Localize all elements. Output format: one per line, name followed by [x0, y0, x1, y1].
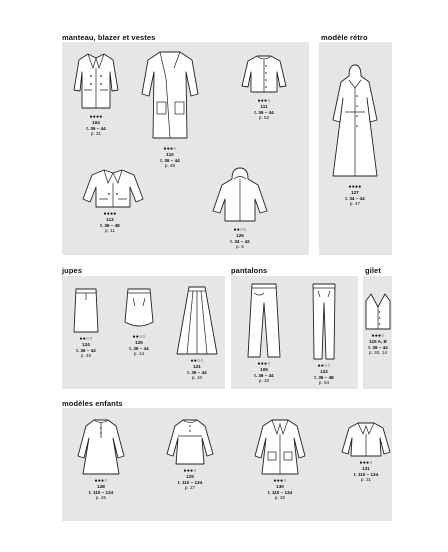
difficulty-rating: ●●●○ — [371, 333, 385, 339]
page-ref: p. 54 — [318, 380, 330, 385]
pattern-number: 124 — [82, 342, 90, 347]
pattern-item-127[interactable] — [325, 62, 385, 207]
size-range: t. 110 – 134 — [177, 479, 203, 485]
section-heading-skirts: jupes — [62, 266, 83, 275]
pattern-item-125[interactable] — [109, 286, 169, 357]
section-heading-vest: gilet — [365, 266, 381, 275]
pattern-item-126[interactable] — [210, 165, 270, 250]
pattern-item-131[interactable] — [336, 420, 396, 483]
pattern-item-105[interactable] — [234, 281, 294, 384]
pattern-item-128[interactable] — [71, 416, 131, 501]
page-ref: p. 52 — [258, 115, 270, 120]
girls-blouse-drawing-icon — [164, 416, 216, 468]
difficulty-rating: ●●●○ — [163, 146, 177, 152]
page-ref: p. 10 — [191, 375, 203, 380]
slim-trousers-drawing-icon — [306, 281, 342, 363]
pattern-item-122[interactable] — [294, 281, 354, 386]
size-range: t. 36 – 48 — [100, 222, 120, 228]
difficulty-rating: ●●●○ — [359, 460, 373, 466]
page-ref: p. 11 — [105, 228, 115, 233]
kids-coat-drawing-icon — [252, 416, 308, 478]
size-range: t. 36 – 44 — [368, 344, 388, 350]
pattern-number: 128 — [97, 484, 105, 489]
difficulty-rating: ●●●○ — [94, 478, 108, 484]
page-ref: p. 33 — [258, 378, 270, 383]
pattern-number: 105 — [260, 367, 268, 372]
size-range: t. 110 – 134 — [88, 489, 114, 495]
size-range: t. 36 – 48 — [314, 374, 334, 380]
pattern-number: 121 — [193, 364, 201, 369]
difficulty-rating: ●●○○ — [233, 227, 247, 233]
blazer-drawing-icon — [80, 167, 146, 211]
girls-dress-drawing-icon — [75, 416, 127, 478]
page-ref: p. 31 — [90, 131, 102, 136]
pattern-number: 115 A, B — [369, 339, 387, 344]
size-range: t. 110 – 134 — [353, 471, 379, 477]
kids-jacket-drawing-icon — [339, 420, 393, 460]
page-ref: p. 31 — [360, 477, 372, 482]
section-heading-retro: modèle rétro — [321, 33, 368, 42]
pattern-item-111[interactable] — [234, 52, 294, 121]
pattern-item-130[interactable] — [250, 416, 310, 501]
section-heading-coats: manteau, blazer et vestes — [62, 33, 156, 42]
retro-coat-drawing-icon — [325, 62, 385, 184]
pattern-item-124[interactable] — [56, 286, 116, 359]
pattern-item-129[interactable] — [160, 416, 220, 491]
size-range: t. 36 – 44 — [76, 347, 96, 353]
pencil-skirt-drawing-icon — [68, 286, 104, 336]
size-range: t. 36 – 44 — [86, 125, 106, 131]
pattern-item-115[interactable] — [361, 291, 395, 356]
pattern-item-113[interactable] — [80, 167, 140, 234]
pattern-number: 111 — [260, 104, 268, 109]
page-ref: p. 48 — [164, 163, 176, 168]
page-ref: p. 26 — [95, 495, 107, 500]
section-heading-trousers: pantalons — [231, 266, 268, 275]
page-ref: p. 6 — [236, 244, 244, 249]
size-range: t. 36 – 44 — [129, 345, 149, 351]
tulip-skirt-drawing-icon — [121, 286, 157, 334]
pattern-item-110[interactable] — [140, 48, 200, 169]
pattern-number: 130 — [276, 484, 284, 489]
coat-drawing-icon — [71, 50, 121, 114]
difficulty-rating: ●●●○ — [183, 468, 197, 474]
waistcoat-drawing-icon — [362, 291, 394, 333]
difficulty-rating: ●●●○ — [257, 361, 271, 367]
pattern-number: 122 — [320, 369, 328, 374]
pattern-number: 104 — [92, 120, 100, 125]
size-range: t. 36 – 44 — [254, 372, 274, 378]
pattern-number: 126 — [236, 233, 244, 238]
size-range: t. 110 – 134 — [267, 489, 293, 495]
difficulty-rating: ●●●● — [348, 184, 362, 190]
pleated-skirt-drawing-icon — [175, 284, 219, 358]
short-jacket-drawing-icon — [239, 52, 289, 98]
pattern-item-121[interactable] — [167, 284, 227, 381]
page-ref: p. 14 — [133, 351, 145, 356]
size-range: t. 36 – 44 — [160, 157, 180, 163]
pattern-number: 129 — [186, 474, 194, 479]
long-coat-drawing-icon — [140, 48, 200, 146]
page-ref: p. 49 — [80, 353, 92, 358]
trousers-drawing-icon — [244, 281, 284, 361]
difficulty-rating: ●●●○ — [257, 98, 271, 104]
difficulty-rating: ●●○○ — [79, 336, 93, 342]
difficulty-rating: ●●○○ — [190, 358, 204, 364]
pattern-number: 110 — [166, 152, 174, 157]
pattern-number: 113 — [106, 217, 114, 222]
page-ref: p. 30, 14 — [369, 350, 387, 355]
section-heading-kids: modèles enfants — [62, 399, 123, 408]
pattern-number: 127 — [351, 190, 359, 195]
size-range: t. 34 – 44 — [345, 195, 365, 201]
page-ref: p. 47 — [349, 201, 361, 206]
difficulty-rating: ●●○○ — [317, 363, 331, 369]
size-range: t. 34 – 42 — [230, 238, 250, 244]
page-ref: p. 27 — [184, 485, 196, 490]
difficulty-rating: ●●●● — [89, 114, 103, 120]
difficulty-rating: ●●●● — [103, 211, 117, 217]
pattern-number: 125 — [135, 340, 143, 345]
pattern-number: 131 — [362, 466, 370, 471]
page-ref: p. 32 — [274, 495, 286, 500]
difficulty-rating: ●●○○ — [132, 334, 146, 340]
hooded-jacket-drawing-icon — [210, 165, 270, 227]
size-range: t. 36 – 44 — [254, 109, 274, 115]
difficulty-rating: ●●●○ — [273, 478, 287, 484]
pattern-item-104[interactable] — [66, 50, 126, 137]
size-range: t. 36 – 44 — [187, 369, 207, 375]
